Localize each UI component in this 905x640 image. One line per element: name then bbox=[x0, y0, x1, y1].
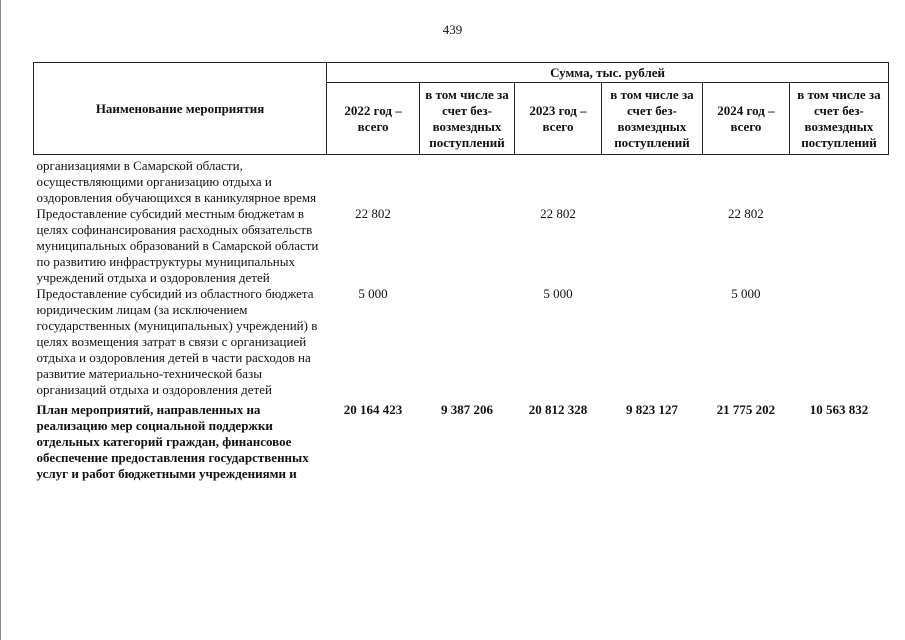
budget-table bbox=[33, 62, 889, 482]
value-2023-total: 22 802 bbox=[540, 206, 576, 221]
value-2024-total: 21 775 202 bbox=[716, 402, 776, 417]
value-2024-grant bbox=[789, 206, 888, 286]
value-2024-total: 5 000 bbox=[731, 286, 761, 301]
value-2022-total bbox=[327, 155, 420, 207]
header-2024-total: 2024 год – всего bbox=[702, 83, 789, 155]
header-sum: Сумма, тыс. рублей bbox=[327, 63, 889, 83]
header-2022-grant: в том числе за счет без-возмездных поступлений bbox=[420, 83, 515, 155]
value-2022-grant: 9 387 206 bbox=[441, 402, 494, 417]
value-2023-grant: 9 823 127 bbox=[625, 402, 678, 417]
value-2023-total: 5 000 bbox=[543, 286, 573, 301]
row-name: План мероприятий, направленных на реализацию мер социальной поддержки отдельных категорий граждан, финансовое обеспечение предоставления государственных услуг и работ бюджетными учреждениями и bbox=[36, 402, 309, 481]
table-row bbox=[34, 398, 889, 482]
table-row bbox=[34, 286, 889, 398]
value-2024-grant bbox=[789, 155, 888, 207]
table-row bbox=[34, 206, 889, 286]
value-2023-total: 20 812 328 bbox=[528, 402, 588, 417]
value-2022-grant bbox=[420, 286, 515, 398]
header-2023-grant: в том числе за счет без-возмездных поступлений bbox=[601, 83, 702, 155]
table-row bbox=[34, 155, 889, 207]
value-2022-total: 5 000 bbox=[358, 286, 388, 301]
value-2023-total bbox=[515, 155, 602, 207]
value-2024-grant: 10 563 832 bbox=[809, 402, 869, 417]
value-2024-grant bbox=[789, 286, 888, 398]
value-2023-grant bbox=[601, 155, 702, 207]
page-edge-line bbox=[0, 0, 1, 640]
value-2022-total: 22 802 bbox=[355, 206, 391, 221]
header-2023-total: 2023 год – всего bbox=[515, 83, 602, 155]
header-name-column: Наименование мероприятия bbox=[34, 63, 327, 155]
value-2024-total: 22 802 bbox=[728, 206, 764, 221]
value-2022-grant bbox=[420, 206, 515, 286]
header-2024-grant: в том числе за счет без-возмездных поступлений bbox=[789, 83, 888, 155]
value-2022-total: 20 164 423 bbox=[343, 402, 403, 417]
row-name: организациями в Самарской области, осуществляющими организацию отдыха и оздоровления обучающихся в каникулярное время bbox=[36, 158, 317, 205]
header-2022-total: 2022 год – всего bbox=[327, 83, 420, 155]
row-name: Предоставление субсидий местным бюджетам в целях софинансирования расходных обязательств муниципальных образований в Самарской области по развитию инфраструктуры муниципальных учреждений отдыха и оздоровления детей bbox=[36, 206, 319, 285]
value-2024-total bbox=[702, 155, 789, 207]
value-2023-grant bbox=[601, 206, 702, 286]
value-2023-grant bbox=[601, 286, 702, 398]
page-number: 439 bbox=[442, 22, 463, 37]
row-name: Предоставление субсидий из областного бюджета юридическим лицам (за исключением государственных (муниципальных) учреждений) в целях возмещения затрат в связи с организацией отдыха и оздоровления детей в части расходов на развитие материально-технической базы организаций отдыха и оздоровления детей bbox=[36, 286, 318, 397]
value-2022-grant bbox=[420, 155, 515, 207]
